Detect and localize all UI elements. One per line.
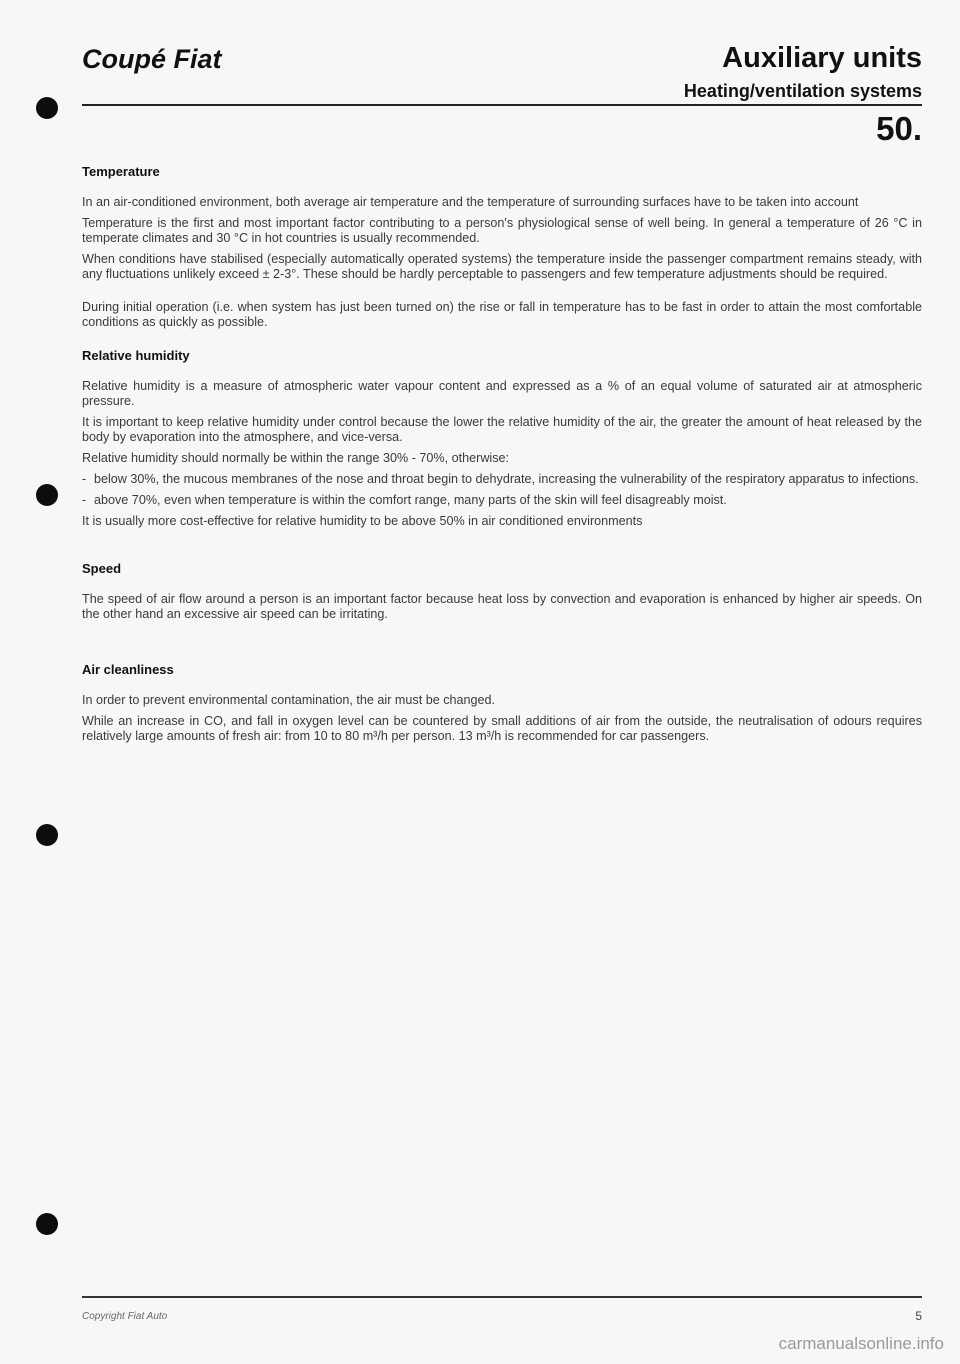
list-item: - below 30%, the mucous membranes of the nose and throat begin to dehydrate, increasing the vulnerability of the respiratory apparatus to infections. — [82, 472, 919, 486]
chapter-title: Auxiliary units — [722, 42, 922, 74]
paragraph: Relative humidity should normally be within the range 30% - 70%, otherwise: — [82, 451, 510, 465]
binder-hole-dot — [36, 1213, 58, 1235]
page-number: 5 — [915, 1309, 922, 1323]
paragraph: Relative humidity is a measure of atmospheric water vapour content and expressed as a % of an equal volume of saturated air at atmospheric pressure. — [82, 379, 922, 408]
paragraph: It is usually more cost-effective for relative humidity to be above 50% in air conditioned environments — [82, 514, 643, 528]
body-content — [82, 164, 922, 750]
binder-hole-dot — [36, 484, 58, 506]
binder-hole-dot — [36, 824, 58, 846]
section-heading: Relative humidity — [82, 348, 190, 363]
section-heading: Air cleanliness — [82, 662, 174, 677]
binder-hole-dot — [36, 97, 58, 119]
paragraph: Temperature is the first and most important factor contributing to a person's physiological sense of well being. In general a temperature of 26 °C in temperate climates and 30 °C in hot countries is usually recommended. — [82, 216, 922, 245]
watermark-text: carmanualsonline.info — [778, 1334, 944, 1353]
paragraph: In an air-conditioned environment, both average air temperature and the temperature of surrounding surfaces have to be taken into account — [82, 195, 859, 209]
paragraph: In order to prevent environmental contamination, the air must be changed. — [82, 693, 496, 707]
chapter-subtitle: Heating/ventilation systems — [683, 81, 922, 101]
paragraph: It is important to keep relative humidity under control because the lower the relative humidity of the air, the greater the amount of heat released by the body by evaporation into the atmosphere, and vice-versa. — [82, 415, 922, 444]
list-item-text: below 30%, the mucous membranes of the nose and throat begin to dehydrate, increasing the vulnerability of the respiratory apparatus to infections. — [94, 472, 919, 486]
footer-rule — [82, 1296, 922, 1298]
section-heading: Speed — [82, 561, 122, 576]
section-heading: Temperature — [82, 164, 160, 179]
header-right — [684, 42, 922, 102]
header-rule — [82, 104, 922, 106]
list-item: - above 70%, even when temperature is within the comfort range, many parts of the skin will feel disagreably moist. — [82, 493, 727, 507]
copyright-text: Copyright Fiat Auto — [82, 1311, 168, 1322]
paragraph: The speed of air flow around a person is an important factor because heat loss by convection and evaporation is enhanced by higher air speeds. On the other hand an excessive air speed can be irritating. — [82, 592, 922, 621]
paragraph: While an increase in CO, and fall in oxygen level can be countered by small additions of air from the outside, the neutralisation of odours requires relatively large amounts of fresh air: from 10 to 80 m³/h per person. 13 m³/h is recommended for car passengers. — [82, 714, 922, 743]
section-number: 50. — [876, 110, 922, 147]
paragraph: When conditions have stabilised (especially automatically operated systems) the temperature inside the passenger compartment remains steady, with any fluctuations unlikely exceed ± 2-3°. These should be hardly perceptable to passengers and few temperature adjustments should be required. — [82, 252, 922, 281]
brand-title: Coupé Fiat — [82, 44, 222, 74]
paragraph: During initial operation (i.e. when system has just been turned on) the rise or fall in temperature has to be fast in order to attain the most comfortable conditions as quickly as possible. — [82, 300, 922, 329]
list-item-text: above 70%, even when temperature is within the comfort range, many parts of the skin will feel disagreably moist. — [94, 493, 727, 507]
